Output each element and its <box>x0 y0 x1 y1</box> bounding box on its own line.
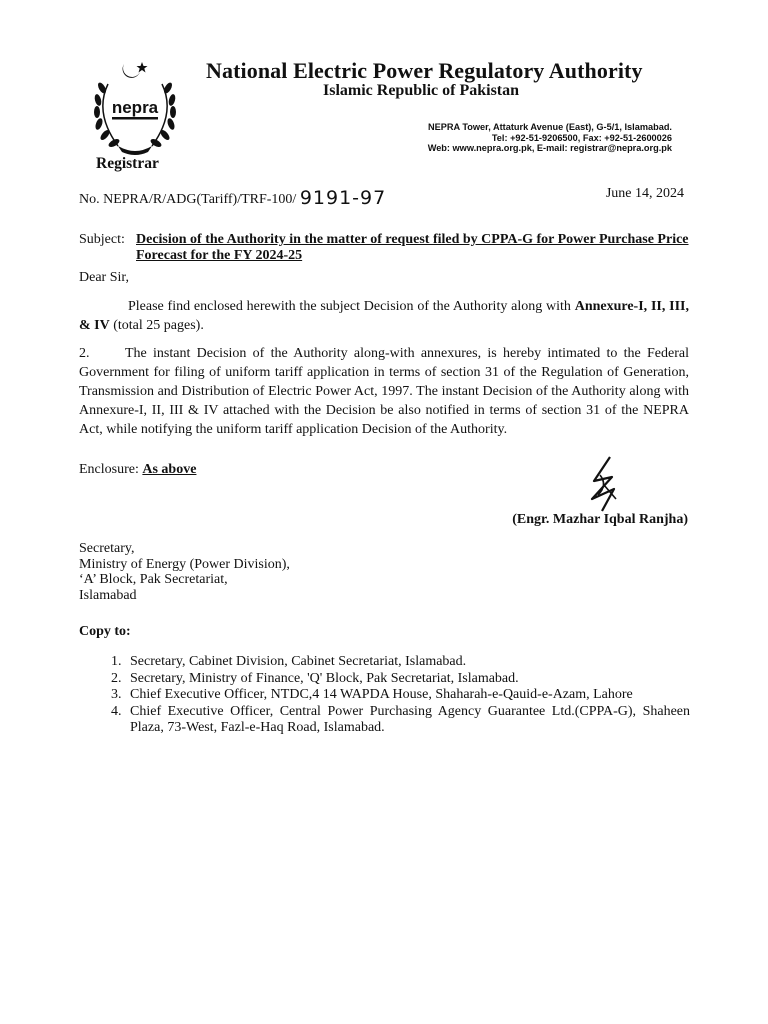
reference-prefix: No. NEPRA/R/ADG(Tariff)/TRF-100/ <box>79 192 297 207</box>
enclosure-line <box>79 462 196 478</box>
handwritten-number: 9191-97 <box>299 187 387 209</box>
org-title: National Electric Power Regulatory Authority <box>206 58 643 83</box>
recipient-line: Secretary, <box>79 541 135 556</box>
recipient-line: Islamabad <box>79 587 137 603</box>
list-item: 1. Secretary, Cabinet Division, Cabinet Secretariat, Islamabad. <box>111 654 467 669</box>
copy-to-label: Copy to: <box>79 624 131 639</box>
paragraph-2-number: 2. <box>79 346 90 361</box>
subject-block <box>79 232 689 264</box>
recipient-line: ‘A’ Block, Pak Secretariat, <box>79 572 228 587</box>
signatory-name: (Engr. Mazhar Iqbal Ranjha) <box>512 512 688 527</box>
reference-number <box>79 186 386 208</box>
subject-label: Subject: <box>79 232 125 247</box>
phone-line: Tel: +92-51-9206500, Fax: +92-51-2600026 <box>491 132 672 143</box>
list-item: 4. Chief Executive Officer, Central Power Purchasing Agency Guarantee Ltd.(CPPA-G), Shaheen Plaza, 73-West, Fazl-e-Haq Road, Islamabad. <box>111 703 690 735</box>
list-item: 3. Chief Executive Officer, NTDC,4 14 WAPDA House, Shaharah-e-Qauid-e-Azam, Lahore <box>111 687 633 702</box>
enclosure-value: As above <box>142 462 197 477</box>
letter-date: June 14, 2024 <box>605 186 684 201</box>
enclosure-label: Enclosure: <box>79 462 143 477</box>
recipient-line: Ministry of Energy (Power Division), <box>79 556 290 572</box>
org-country: Islamic Republic of Pakistan <box>323 82 520 99</box>
paragraph-2-text: The instant Decision of the Authority along-with annexures, is hereby intimated to the Federal Government for filing of uniform tariff application in terms of section 31 of the Regulation of Generation, Transmission and Distribution of Electric Power Act, 1997. The instant Decision of the Authority along with Annexure-I, II, III & IV attached with the Decision be also notified in terms of section 31 of the NEPRA Act, while notifying the uniform tariff application Decision of the Authority. <box>79 346 689 437</box>
nepra-logo <box>88 58 182 158</box>
paragraph-1-tail: (total 25 pages). <box>109 318 204 333</box>
web-line: Web: www.nepra.org.pk, E-mail: registrar@nepra.org.pk <box>427 143 672 153</box>
paragraph-2 <box>79 344 689 439</box>
subject-text: Decision of the Authority in the matter of request filed by CPPA-G for Power Purchase Price Forecast for the FY 2024-25 <box>136 232 689 263</box>
paragraph-1 <box>79 297 689 335</box>
registrar-label: Registrar <box>96 155 159 172</box>
paragraph-1-annexures: Annexure-I, II, III, & IV <box>79 299 689 333</box>
paragraph-1-lead: Please find enclosed herewith the subject Decision of the Authority along with <box>128 299 575 314</box>
logo-text: nepra <box>111 98 159 117</box>
signature-mark <box>580 455 630 513</box>
address-line: NEPRA Tower, Attaturk Avenue (East), G-5/1, Islamabad. <box>427 122 672 132</box>
copy-to-list <box>108 654 690 737</box>
recipient-address <box>79 541 290 603</box>
contact-block <box>428 122 672 154</box>
salutation: Dear Sir, <box>79 270 129 285</box>
list-item: 2. Secretary, Ministry of Finance, 'Q' Block, Pak Secretariat, Islamabad. <box>111 670 519 686</box>
